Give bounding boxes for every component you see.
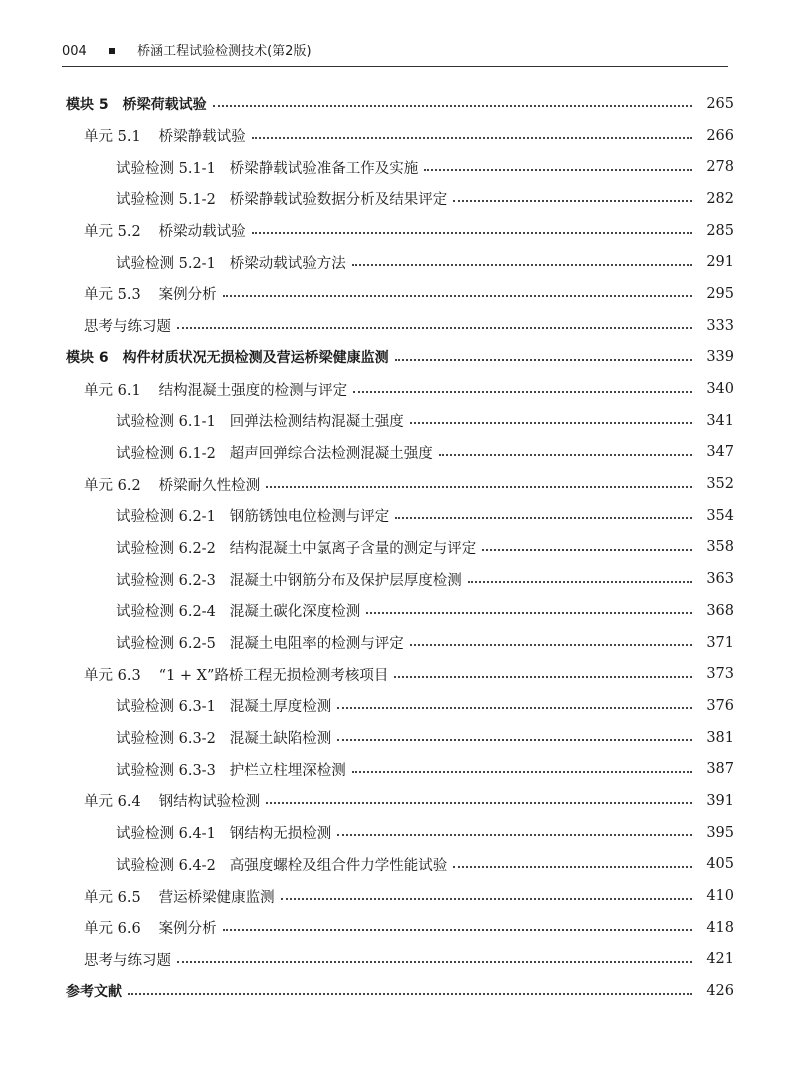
toc-entry[interactable] xyxy=(62,437,734,469)
table-of-contents xyxy=(62,88,734,1007)
toc-entry-title: “1 + X”路桥工程无损检测考核项目 xyxy=(158,667,389,684)
toc-entry-code: 试验检测 5.1-2 xyxy=(116,192,216,209)
toc-entry-page: 363 xyxy=(706,571,734,588)
dot-leader xyxy=(410,421,692,424)
toc-entry[interactable] xyxy=(62,88,734,120)
toc-entry-page: 341 xyxy=(706,412,734,429)
dot-leader xyxy=(453,199,692,202)
toc-entry-code: 单元 6.3 xyxy=(84,667,141,684)
dot-leader xyxy=(410,643,692,646)
toc-entry-title: 桥梁动载试验方法 xyxy=(229,255,346,272)
toc-entry-title: 结构混凝土中氯离子含量的测定与评定 xyxy=(229,540,477,557)
dot-leader xyxy=(128,992,692,995)
toc-entry[interactable] xyxy=(62,849,734,881)
toc-entry-code: 单元 6.5 xyxy=(84,889,141,906)
toc-entry-title: 参考文献 xyxy=(66,984,122,1001)
toc-entry-title: 超声回弹综合法检测混凝土强度 xyxy=(229,445,433,462)
toc-entry-title: 高强度螺栓及组合件力学性能试验 xyxy=(229,857,448,874)
toc-entry[interactable] xyxy=(62,880,734,912)
toc-entry-title: 结构混凝土强度的检测与评定 xyxy=(158,382,348,399)
toc-entry[interactable] xyxy=(62,500,734,532)
toc-entry-title: 案例分析 xyxy=(158,287,217,304)
toc-entry-code: 试验检测 6.3-2 xyxy=(116,731,216,748)
toc-entry-page: 421 xyxy=(706,951,734,968)
dot-leader xyxy=(395,358,692,361)
toc-entry-title: 桥梁静载试验数据分析及结果评定 xyxy=(229,192,448,209)
toc-entry-code: 单元 6.1 xyxy=(84,382,141,399)
dot-leader xyxy=(223,294,692,297)
page-number: 004 xyxy=(62,44,87,59)
toc-entry-page: 352 xyxy=(706,476,734,493)
toc-entry-page: 418 xyxy=(706,919,734,936)
toc-entry[interactable] xyxy=(62,151,734,183)
toc-entry-title: 桥梁荷载试验 xyxy=(122,96,207,113)
toc-entry-title: 护栏立柱埋深检测 xyxy=(229,762,346,779)
toc-entry-title: 钢筋锈蚀电位检测与评定 xyxy=(229,509,390,526)
toc-entry-title: 混凝土碳化深度检测 xyxy=(229,604,361,621)
dot-leader xyxy=(453,865,692,868)
toc-entry[interactable] xyxy=(62,468,734,500)
dot-leader xyxy=(223,928,692,931)
toc-entry-title: 混凝土电阻率的检测与评定 xyxy=(229,636,404,653)
toc-entry-code: 试验检测 6.2-4 xyxy=(116,604,216,621)
dot-leader xyxy=(395,516,692,519)
toc-entry-title: 混凝土厚度检测 xyxy=(229,699,332,716)
toc-entry-code: 试验检测 6.1-2 xyxy=(116,445,216,462)
toc-entry-page: 285 xyxy=(706,222,734,239)
toc-entry-code: 单元 5.1 xyxy=(84,129,141,146)
toc-entry-title: 钢结构无损检测 xyxy=(229,826,332,843)
toc-entry-title: 构件材质状况无损检测及营运桥梁健康监测 xyxy=(122,350,389,367)
toc-entry-page: 339 xyxy=(706,349,734,366)
toc-entry[interactable] xyxy=(62,944,734,976)
dot-leader xyxy=(177,960,692,963)
toc-entry[interactable] xyxy=(62,722,734,754)
toc-entry-page: 405 xyxy=(706,856,734,873)
toc-entry-code: 单元 6.2 xyxy=(84,477,141,494)
toc-entry-page: 368 xyxy=(706,602,734,619)
dot-leader xyxy=(266,485,692,488)
toc-entry-page: 265 xyxy=(706,95,734,112)
dot-leader xyxy=(353,390,692,393)
toc-entry-code: 试验检测 6.3-1 xyxy=(116,699,216,716)
toc-entry-page: 282 xyxy=(706,190,734,207)
dot-leader xyxy=(281,897,692,900)
toc-entry[interactable] xyxy=(62,595,734,627)
toc-entry-page: 278 xyxy=(706,159,734,176)
toc-entry[interactable] xyxy=(62,342,734,374)
dot-leader xyxy=(266,801,692,804)
toc-entry[interactable] xyxy=(62,120,734,152)
square-bullet-icon xyxy=(109,48,115,54)
toc-entry[interactable] xyxy=(62,975,734,1007)
toc-entry-page: 266 xyxy=(706,127,734,144)
toc-entry[interactable] xyxy=(62,405,734,437)
toc-entry-code: 试验检测 6.2-1 xyxy=(116,509,216,526)
dot-leader xyxy=(482,548,692,551)
book-title: 桥涵工程试验检测技术(第2版) xyxy=(137,44,312,59)
toc-entry[interactable] xyxy=(62,278,734,310)
toc-entry-title: 桥梁静载试验 xyxy=(158,129,246,146)
toc-entry-page: 333 xyxy=(706,317,734,334)
toc-entry-code: 试验检测 6.2-5 xyxy=(116,636,216,653)
toc-entry-title: 钢结构试验检测 xyxy=(158,794,261,811)
toc-entry-page: 381 xyxy=(706,729,734,746)
toc-entry-code: 试验检测 6.2-2 xyxy=(116,540,216,557)
toc-entry[interactable] xyxy=(62,563,734,595)
toc-entry[interactable] xyxy=(62,912,734,944)
toc-entry-code: 试验检测 6.4-2 xyxy=(116,857,216,874)
dot-leader xyxy=(177,326,692,329)
toc-entry-page: 354 xyxy=(706,507,734,524)
toc-entry[interactable] xyxy=(62,627,734,659)
toc-entry[interactable] xyxy=(62,246,734,278)
toc-entry-title: 案例分析 xyxy=(158,921,217,938)
dot-leader xyxy=(352,263,692,266)
toc-entry-page: 391 xyxy=(706,792,734,809)
toc-entry-page: 358 xyxy=(706,539,734,556)
dot-leader xyxy=(352,770,692,773)
toc-entry-code: 试验检测 5.1-1 xyxy=(116,160,216,177)
toc-entry-page: 347 xyxy=(706,444,734,461)
toc-entry-code: 模块 6 xyxy=(66,350,109,367)
toc-entry-title: 思考与练习题 xyxy=(84,952,171,969)
dot-leader xyxy=(394,675,692,678)
toc-entry[interactable] xyxy=(62,183,734,215)
toc-entry-title: 混凝土中钢筋分布及保护层厚度检测 xyxy=(229,572,462,589)
dot-leader xyxy=(439,453,692,456)
toc-entry-title: 营运桥梁健康监测 xyxy=(158,889,275,906)
toc-entry-code: 单元 5.2 xyxy=(84,224,141,241)
toc-entry-title: 桥梁静载试验准备工作及实施 xyxy=(229,160,419,177)
dot-leader xyxy=(366,611,692,614)
toc-entry-title: 桥梁动载试验 xyxy=(158,224,246,241)
dot-leader xyxy=(337,738,692,741)
toc-entry-code: 试验检测 6.2-3 xyxy=(116,572,216,589)
toc-entry-code: 试验检测 6.4-1 xyxy=(116,826,216,843)
toc-entry[interactable] xyxy=(62,215,734,247)
toc-entry-page: 426 xyxy=(706,983,734,1000)
toc-entry-page: 295 xyxy=(706,285,734,302)
dot-leader xyxy=(468,580,692,583)
toc-entry-code: 单元 6.6 xyxy=(84,921,141,938)
toc-entry-code: 试验检测 5.2-1 xyxy=(116,255,216,272)
toc-entry-page: 395 xyxy=(706,824,734,841)
toc-entry-page: 373 xyxy=(706,666,734,683)
toc-entry-page: 387 xyxy=(706,761,734,778)
dot-leader xyxy=(337,833,692,836)
toc-entry-page: 410 xyxy=(706,888,734,905)
toc-entry-page: 376 xyxy=(706,697,734,714)
toc-entry-code: 试验检测 6.1-1 xyxy=(116,414,216,431)
toc-entry-title: 混凝土缺陷检测 xyxy=(229,731,332,748)
toc-entry-code: 单元 6.4 xyxy=(84,794,141,811)
toc-entry[interactable] xyxy=(62,658,734,690)
toc-entry[interactable] xyxy=(62,532,734,564)
toc-entry-code: 试验检测 6.3-3 xyxy=(116,762,216,779)
toc-entry-code: 模块 5 xyxy=(66,96,109,113)
toc-entry-title: 桥梁耐久性检测 xyxy=(158,477,261,494)
toc-entry-title: 思考与练习题 xyxy=(84,319,171,336)
toc-entry[interactable] xyxy=(62,690,734,722)
toc-entry[interactable] xyxy=(62,785,734,817)
toc-entry[interactable] xyxy=(62,817,734,849)
dot-leader xyxy=(337,706,692,709)
toc-entry[interactable] xyxy=(62,373,734,405)
toc-entry-page: 371 xyxy=(706,634,734,651)
dot-leader xyxy=(252,231,692,234)
toc-entry[interactable] xyxy=(62,753,734,785)
running-header xyxy=(62,38,728,67)
dot-leader xyxy=(424,168,692,171)
toc-entry-code: 单元 5.3 xyxy=(84,287,141,304)
dot-leader xyxy=(252,136,692,139)
toc-entry-page: 291 xyxy=(706,254,734,271)
dot-leader xyxy=(213,104,692,107)
toc-entry[interactable] xyxy=(62,310,734,342)
toc-entry-page: 340 xyxy=(706,381,734,398)
toc-entry-title: 回弹法检测结构混凝土强度 xyxy=(229,414,404,431)
